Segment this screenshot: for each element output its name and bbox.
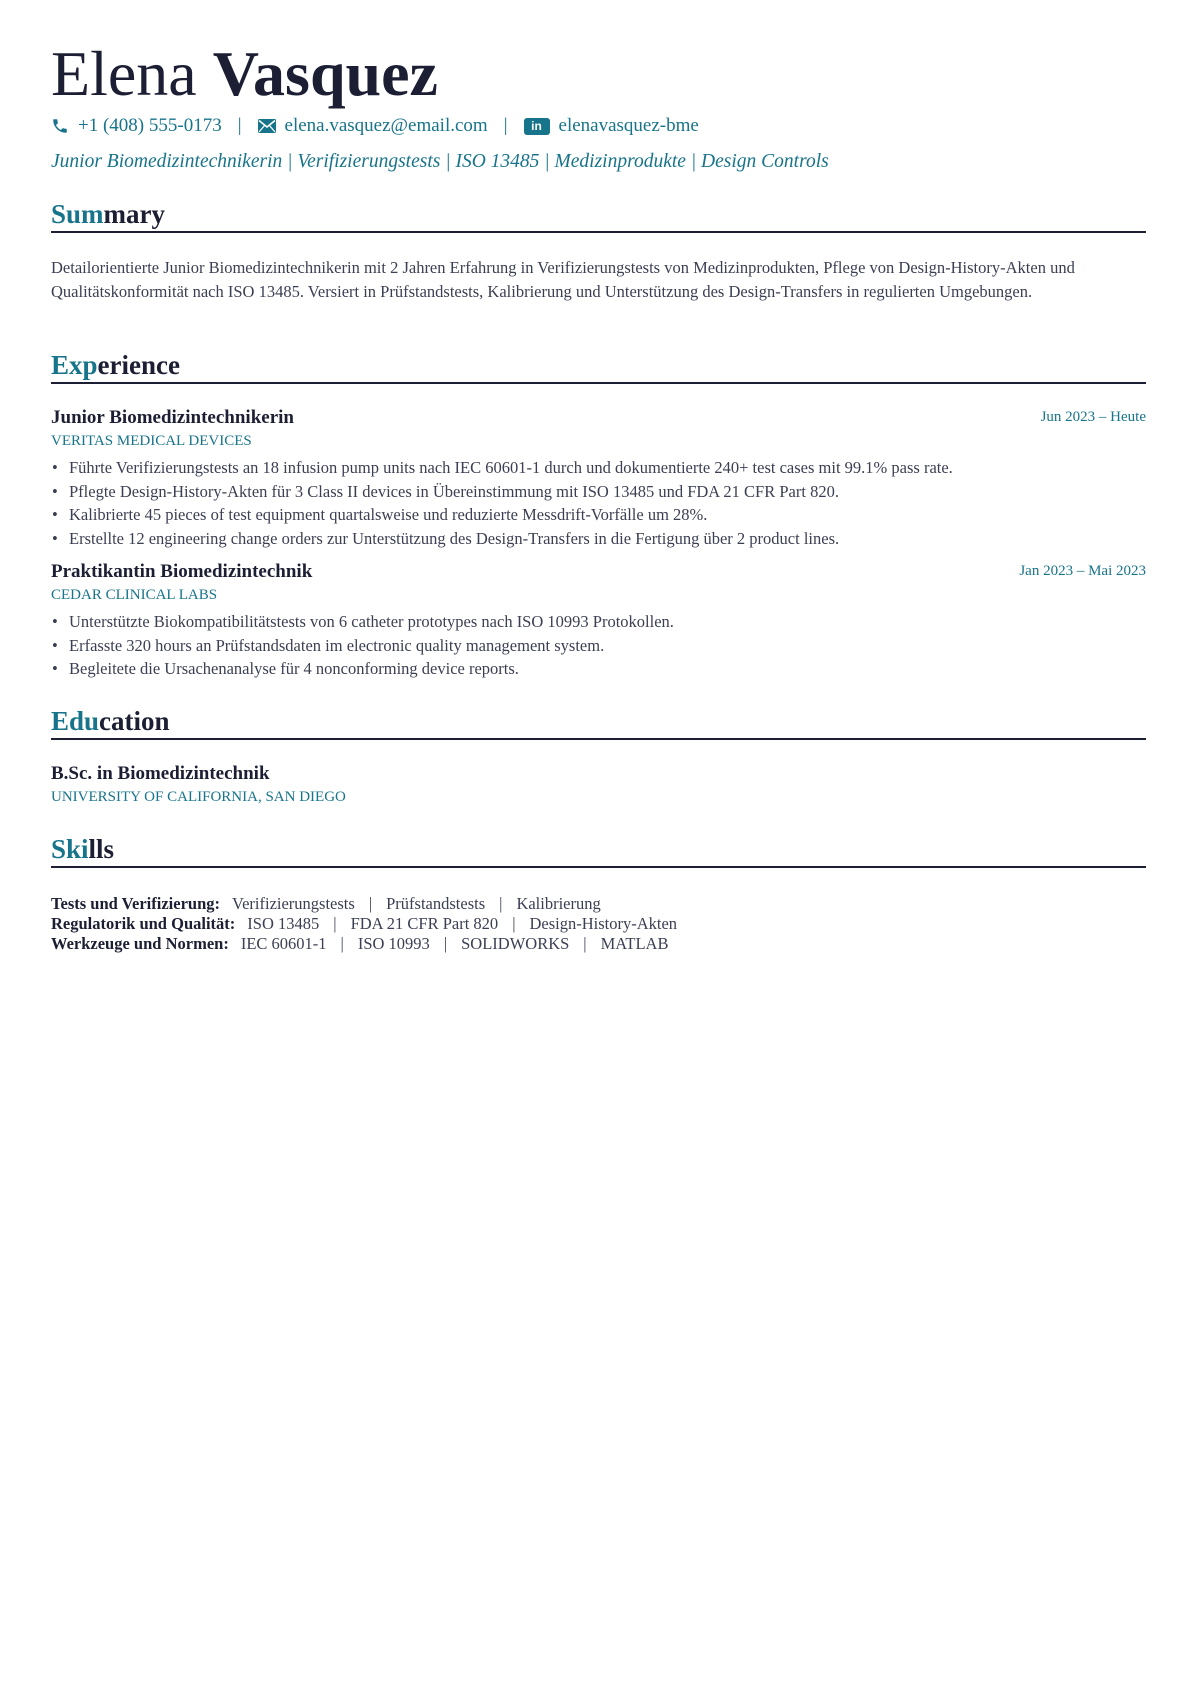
- heading-rest: lls: [88, 834, 115, 864]
- heading-rest: mary: [103, 199, 166, 229]
- contact-separator: |: [237, 115, 242, 136]
- email-contact[interactable]: [258, 115, 488, 137]
- email-address: elena.vasquez@email.com: [284, 115, 488, 136]
- linkedin-badge: in: [524, 118, 550, 135]
- skills-heading: [51, 833, 1146, 868]
- school: UNIVERSITY OF CALIFORNIA, SAN DIEGO: [51, 789, 346, 805]
- skill-item: SOLIDWORKS: [461, 934, 570, 953]
- job-organization: VERITAS MEDICAL DEVICES: [51, 433, 252, 449]
- skill-separator: |: [512, 914, 516, 933]
- last-name: Vasquez: [212, 38, 438, 109]
- experience-heading: [51, 349, 1146, 384]
- skill-item: Prüfstandstests: [386, 894, 486, 913]
- list-item: • Kalibrierte 45 pieces of test equipment quartalsweise und reduzierte Messdrift-Vorfälle um 28%.: [51, 503, 1146, 527]
- phone-number: +1 (408) 555-0173: [78, 115, 222, 136]
- skill-item: ISO 10993: [357, 934, 430, 953]
- phone-contact[interactable]: [51, 115, 222, 137]
- list-item: • Pflegte Design-History-Akten für 3 Class II devices in Übereinstimmung mit ISO 13485 und FDA 21 CFR Part 820.: [51, 480, 1146, 504]
- skill-row: [51, 894, 1146, 914]
- list-item: • Erstellte 12 engineering change orders zur Unterstützung des Design-Transfers in die Fertigung über 2 product lines.: [51, 527, 1146, 551]
- skill-item: ISO 13485: [247, 914, 320, 933]
- contact-bar: [51, 114, 699, 138]
- skill-item: MATLAB: [600, 934, 669, 953]
- skill-item: Kalibrierung: [516, 894, 601, 913]
- skill-separator: |: [443, 934, 448, 953]
- skill-row: [51, 934, 1146, 954]
- heading-accent: Sum: [51, 199, 104, 229]
- skill-item: Design-History-Akten: [529, 914, 678, 933]
- list-item: • Begleitete die Ursachenanalyse für 4 nonconforming device reports.: [51, 657, 1146, 681]
- first-name: Elena: [51, 38, 197, 109]
- linkedin-contact[interactable]: [524, 115, 699, 137]
- envelope-icon: [258, 119, 276, 133]
- skill-category: Werkzeuge und Normen:: [51, 934, 229, 953]
- summary-heading: [51, 198, 1146, 233]
- heading-rest: cation: [99, 706, 170, 736]
- job-dates: Jun 2023 – Heute: [1040, 409, 1146, 425]
- skill-separator: |: [333, 914, 337, 933]
- skill-item: Verifizierungstests: [232, 894, 355, 913]
- skill-category: Tests und Verifizierung:: [51, 894, 220, 913]
- education-heading: [51, 705, 1146, 740]
- list-item: • Führte Verifizierungstests an 18 infusion pump units nach IEC 60601-1 durch und dokumentierte 240+ test cases mit 99.1% pass rate.: [51, 456, 1146, 480]
- list-item: • Unterstützte Biokompatibilitätstests von 6 catheter prototypes nach ISO 10993 Protokollen.: [51, 610, 1146, 634]
- skills-list: [51, 894, 1146, 954]
- skill-row: [51, 914, 1146, 934]
- heading-rest: erience: [97, 350, 180, 380]
- job-bullets: [51, 610, 1146, 681]
- job-bullets: [51, 456, 1146, 550]
- contact-separator: |: [503, 115, 508, 136]
- skill-separator: |: [340, 934, 344, 953]
- skill-separator: |: [368, 894, 373, 913]
- linkedin-icon: [524, 118, 550, 135]
- skill-separator: |: [583, 934, 587, 953]
- job-organization: CEDAR CLINICAL LABS: [51, 587, 218, 603]
- degree: B.Sc. in Biomedizintechnik: [51, 763, 270, 784]
- heading-accent: Exp: [51, 350, 98, 380]
- heading-accent: Ski: [51, 834, 89, 864]
- skill-separator: |: [499, 894, 503, 913]
- summary-text: Detailorientierte Junior Biomedizintechnikerin mit 2 Jahren Erfahrung in Verifizierungstests von Medizinprodukten, Pflege von Design-History-Akten und Qualitätskonformität nach ISO 13485. Versiert in Prüfstandstests, Kalibrierung und Unterstützung des Design-Transfers in regulierten Umgebungen.: [51, 258, 1075, 301]
- skill-item: IEC 60601-1: [240, 934, 327, 953]
- candidate-name: [51, 38, 438, 110]
- heading-accent: Edu: [51, 706, 100, 736]
- list-item: • Erfasste 320 hours an Prüfstandsdaten im electronic quality management system.: [51, 634, 1146, 658]
- linkedin-handle: elenavasquez-bme: [558, 115, 699, 136]
- skill-category: Regulatorik und Qualität:: [51, 914, 236, 933]
- skill-item: FDA 21 CFR Part 820: [350, 914, 499, 933]
- tagline: Junior Biomedizintechnikerin | Verifizierungstests | ISO 13485 | Medizinprodukte | Design Controls: [51, 151, 829, 172]
- job-title: Praktikantin Biomedizintechnik: [51, 561, 313, 582]
- job-dates: Jan 2023 – Mai 2023: [1019, 563, 1146, 579]
- phone-icon: [51, 117, 69, 135]
- job-title: Junior Biomedizintechnikerin: [51, 407, 294, 428]
